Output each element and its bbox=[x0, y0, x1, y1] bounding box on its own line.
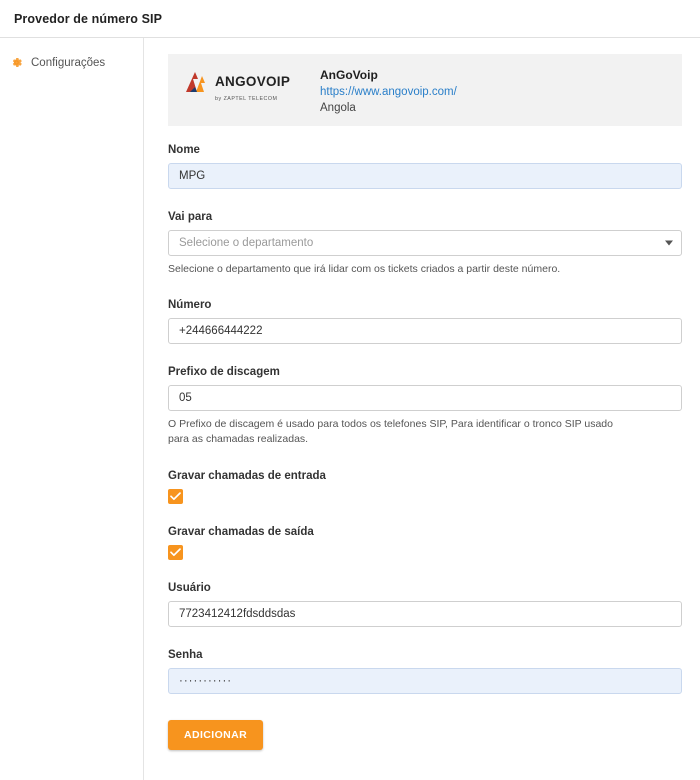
label-nome: Nome bbox=[168, 144, 200, 156]
sip-provider-form bbox=[168, 126, 682, 750]
provider-logo bbox=[184, 68, 302, 102]
senha-input[interactable]: ··········· bbox=[168, 668, 682, 694]
label-usuario: Usuário bbox=[168, 581, 211, 594]
provider-logo-subtext: by ZAPTEL TELECOM bbox=[215, 96, 278, 102]
label-gravar-entrada: Gravar chamadas de entrada bbox=[168, 469, 326, 482]
adicionar-button[interactable]: ADICIONAR bbox=[168, 720, 263, 750]
gear-icon bbox=[10, 56, 23, 69]
gravar-saida-checkbox[interactable] bbox=[168, 545, 183, 560]
vai-para-select-wrap[interactable] bbox=[168, 230, 682, 256]
window-titlebar bbox=[0, 0, 700, 38]
prefixo-discagem-input[interactable] bbox=[168, 385, 682, 411]
usuario-input[interactable] bbox=[168, 601, 682, 627]
label-numero: Número bbox=[168, 299, 212, 312]
label-vai-para: Vai para bbox=[168, 211, 213, 223]
provider-header-card bbox=[168, 54, 682, 126]
main-panel bbox=[144, 38, 700, 780]
provider-name: AnGoVoip bbox=[320, 68, 378, 82]
label-gravar-saida: Gravar chamadas de saída bbox=[168, 525, 314, 538]
provider-country: Angola bbox=[320, 102, 356, 114]
numero-input[interactable] bbox=[168, 318, 682, 344]
provider-logo-text: ANGOVOIP bbox=[215, 74, 291, 90]
angovoip-logo-icon bbox=[184, 70, 210, 94]
prefixo-discagem-helper-text: O Prefixo de discagem é usado para todos os telefones SIP, Para identificar o tronco SIP usado para as chamadas realizadas. bbox=[168, 418, 613, 446]
sidebar bbox=[0, 38, 144, 780]
provider-url-link[interactable]: https://www.angovoip.com/ bbox=[320, 86, 457, 98]
label-senha: Senha bbox=[168, 648, 203, 661]
gravar-entrada-checkbox[interactable] bbox=[168, 489, 183, 504]
provider-info bbox=[320, 68, 457, 114]
vai-para-helper-text: Selecione o departamento que irá lidar com os tickets criados a partir deste número. bbox=[168, 263, 561, 275]
sidebar-item-configuracoes[interactable] bbox=[0, 52, 143, 73]
sidebar-item-label: Configurações bbox=[31, 56, 106, 69]
nome-input[interactable] bbox=[168, 163, 682, 189]
content-area bbox=[0, 38, 700, 780]
label-prefixo-discagem: Prefixo de discagem bbox=[168, 366, 280, 379]
vai-para-select[interactable]: Selecione o departamento bbox=[168, 230, 682, 256]
page-title: Provedor de número SIP bbox=[14, 11, 163, 26]
